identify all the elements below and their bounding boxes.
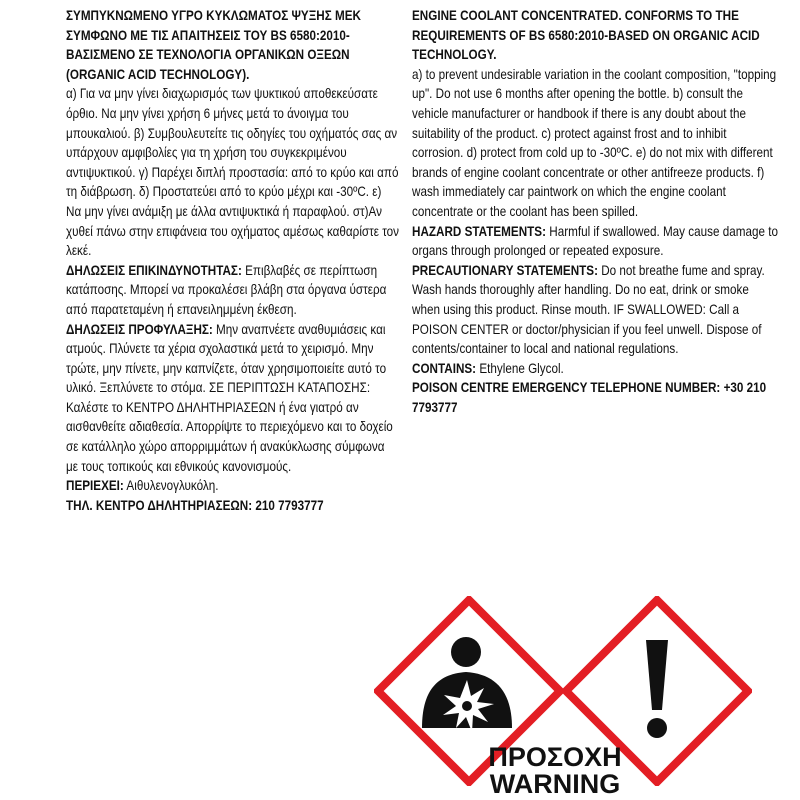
greek-hazard-statements — [66, 261, 400, 320]
greek-precaution-label: ΔΗΛΩΣΕΙΣ ΠΡΟΦΥΛΑΞΗΣ: — [66, 321, 213, 337]
english-heading: ENGINE COOLANT CONCENTRATED. CONFORMS TO THE REQUIREMENTS OF BS 6580:2010-BASED ON ORGANIC ACID TECHNOLOGY. — [412, 8, 760, 63]
english-precaution-text: Do not breathe fume and spray. Wash hands thoroughly after handling. Do no eat, drink or smoke when using this product. Rinse mouth. IF SWALLOWED: Call a POISON CENTER or doctor/physician if you feel unwell. Dispose of contents/container to local and national regulations. — [412, 262, 765, 357]
english-contains-text: Ethylene Glycol. — [479, 360, 564, 376]
english-hazard-label: HAZARD STATEMENTS: — [412, 223, 546, 239]
signal-word-english: WARNING — [489, 769, 621, 799]
greek-contains — [66, 476, 400, 496]
english-contains — [412, 359, 779, 379]
english-hazard-statements — [412, 222, 779, 261]
english-precaution-label: PRECAUTIONARY STATEMENTS: — [412, 262, 598, 278]
greek-instructions: α) Για να μην γίνει διαχωρισμός των ψυκτικού αποθεκεύσατε όρθιο. Να μην γίνει χρήση 6 μήνες μετά το άνοιγμα του μπουκαλιού. β) Συμβουλευτείτε τις οδηγίες του οχήματός σας αν υπάρχουν αμφιβολίες για τη χρήση του συγκεκριμένου αντιψυκτικού. γ) Παρέχει διπλή προστασία: από το κρύο και από τη διάβρωση. δ) Προστατεύει από το κρύο μέχρι και -30ºC. ε) Να μην γίνει ανάμιξη με άλλα αντιψυκτικά ή παραφλού. στ)Αν χυθεί πάνω στην επιφάνεια του οχήματος αμέσως καθαρίστε τον λεκέ. — [66, 86, 400, 259]
greek-precautionary-statements — [66, 320, 400, 477]
greek-contains-text: Αιθυλενογλυκόλη. — [126, 478, 219, 494]
english-text-column — [412, 6, 779, 417]
greek-hazard-label: ΔΗΛΩΣΕΙΣ ΕΠΙΚΙΝΔΥΝΟΤΗΤΑΣ: — [66, 262, 242, 278]
english-instructions: a) to prevent undesirable variation in the coolant composition, "topping up". Do not use 6 months after opening the bottle. b) consult the vehicle manufacturer or handbook if there is any doubt about the suitability of the product. c) protect against frost and to inhibit corrosion. d) protect from cold up to -30ºC. e) do not mix with different brands of engine coolant concentrate or other antifreeze products. f) wash immediately car paintwork on which the engine coolant concentrate or the coolant has been spilled. — [412, 66, 777, 219]
signal-word-greek: ΠΡΟΣΟΧΗ — [488, 742, 622, 772]
greek-heading: ΣΥΜΠΥΚΝΩΜΕΝΟ ΥΓΡΟ ΚΥΚΛΩΜΑΤΟΣ ΨΥΞΗΣ ΜΕΚ ΣΥΜΦΩΝΟ ΜΕ ΤΙΣ ΑΠΑΙΤΗΣΕΙΣ ΤΟΥ BS 6580:2010-ΒΑΣΙΣΜΕΝΟ ΣΕ ΤΕΧΝΟΛΟΓΙΑ ΟΡΓΑΝΙΚΩΝ ΟΞΕΩΝ (ORGANIC ACID TECHNOLOGY). — [66, 8, 361, 82]
english-precautionary-statements — [412, 261, 779, 359]
english-poison-centre-phone: POISON CENTRE EMERGENCY TELEPHONE NUMBER: +30 210 7793777 — [412, 380, 767, 415]
english-hazard-text: Harmful if swallowed. May cause damage to organs through prolonged or repeated exposure. — [412, 223, 778, 259]
greek-hazard-text: Επιβλαβές σε περίπτωση κατάποσης. Μπορεί να προκαλέσει βλάβη στα όργανα ύστερα από παρατεταμένη ή επανειλημμένη έκθεση. — [66, 262, 387, 317]
greek-contains-label: ΠΕΡΙΕΧΕΙ: — [66, 478, 124, 494]
greek-poison-centre-phone: ΤΗΛ. ΚΕΝΤΡΟ ΔΗΛΗΤΗΡΙΑΣΕΩΝ: 210 7793777 — [66, 497, 324, 513]
greek-precaution-text: Μην αναπνέετε αναθυμιάσεις και ατμούς. Πλύνετε τα χέρια σχολαστικά μετά το χειρισμό. Μην τρώτε, μην πίνετε, μην καπνίζετε, όταν χρησιμοποιείτε αυτό το υλικό. Ξεπλύνετε το στόμα. ΣΕ ΠΕΡΙΠΤΩΣΗ ΚΑΤΑΠΟΣΗΣ: Καλέστε το ΚΕΝΤΡΟ ΔΗΛΗΤΗΡΙΑΣΕΩΝ ή ένα γιατρό αν αισθανθείτε αδιαθεσία. Απορρίψτε το περιεχόμενο και το δοχείο σε κατάλληλο χώρο απορριμμάτων ή ανακύκλωσης σύμφωνα με τους τοπικούς και εθνικούς κανονισμούς. — [66, 321, 393, 474]
english-contains-label: CONTAINS: — [412, 360, 477, 376]
greek-text-column — [66, 6, 400, 515]
